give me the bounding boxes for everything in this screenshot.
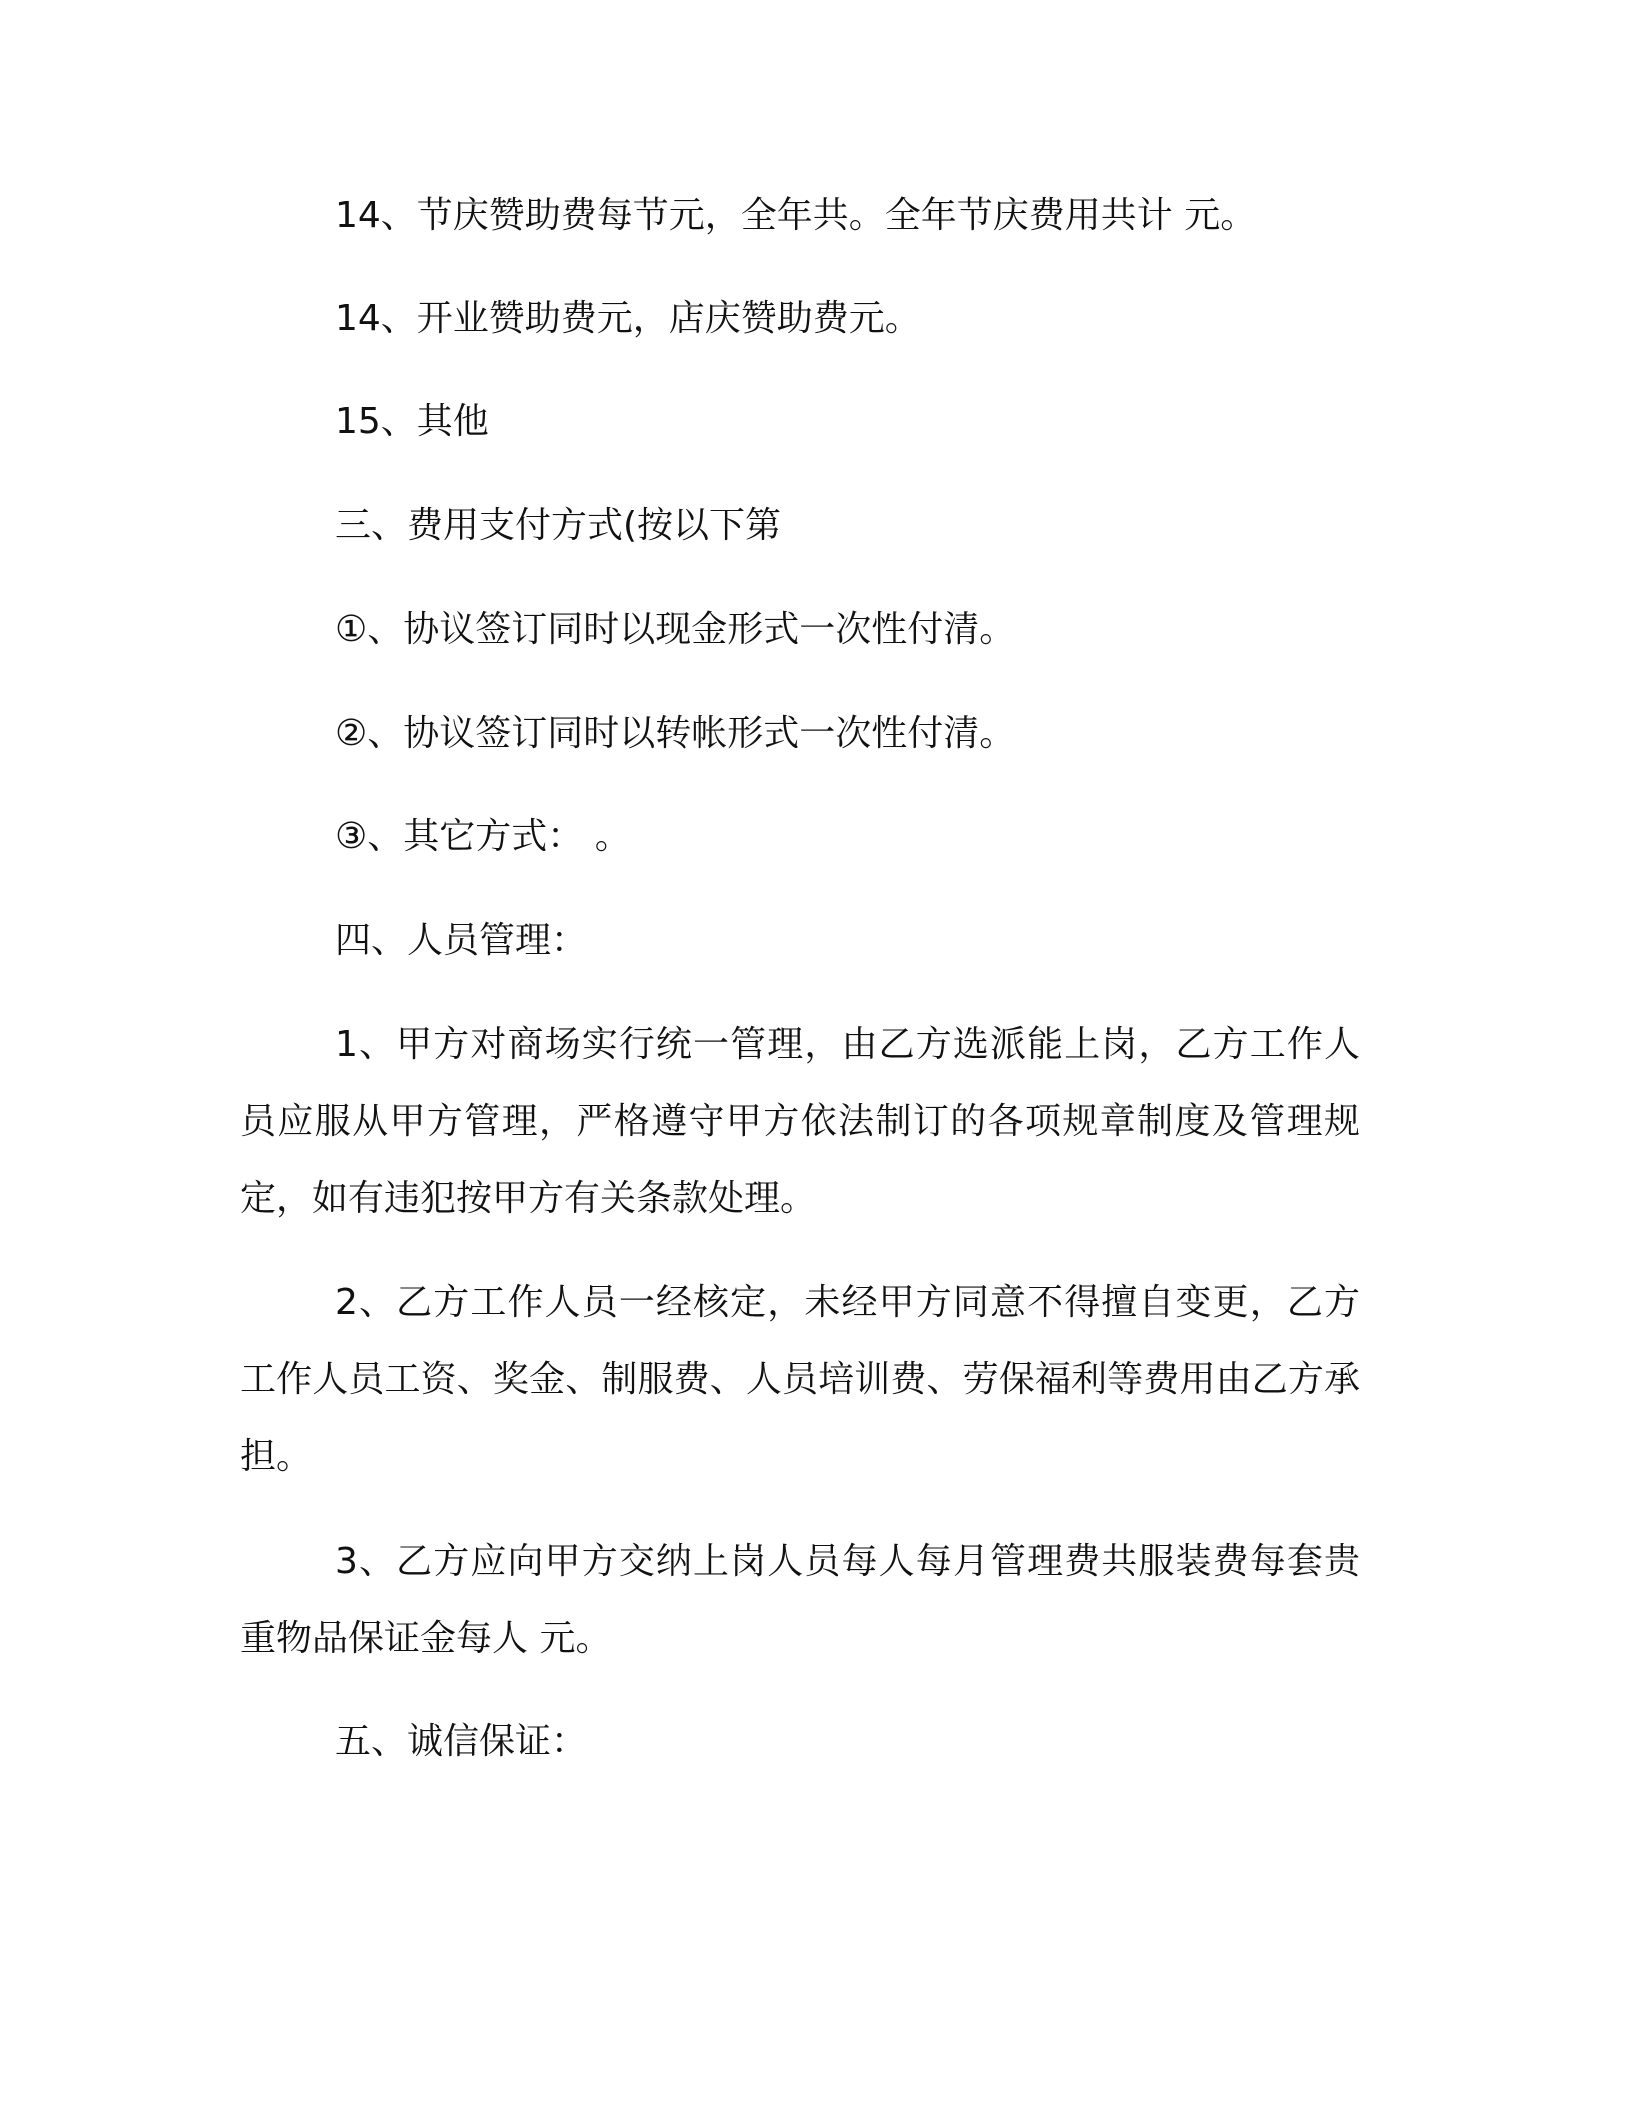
payment-option-3: ③、其它方式： 。 [335,816,631,857]
personnel-clause-3: 3、乙方应向甲方交纳上岗人员每人每月管理费共服装费每套贵重物品保证金每人 元。 [240,1541,1360,1659]
section-three-heading: 三、费用支付方式(按以下第 [335,505,782,546]
payment-option-1: ①、协议签订同时以现金形式一次性付清。 [335,609,1016,650]
section-four-heading: 四、人员管理： [335,920,588,961]
item-15-other: 15、其他 [335,401,489,442]
item-14-opening-sponsorship: 14、开业赞助费元，店庆赞助费元。 [335,298,921,339]
personnel-clause-2: 2、乙方工作人员一经核定，未经甲方同意不得擅自变更，乙方工作人员工资、奖金、制服费、人员培训费、劳保福利等费用由乙方承担。 [240,1282,1360,1477]
payment-option-2: ②、协议签订同时以转帐形式一次性付清。 [335,713,1016,754]
item-14-festival-sponsorship: 14、节庆赞助费每节元，全年共。全年节庆费用共计 元。 [335,195,1257,236]
personnel-clause-1: 1、甲方对商场实行统一管理，由乙方选派能上岗，乙方工作人员应服从甲方管理，严格遵守甲方依法制订的各项规章制度及管理规定，如有违犯按甲方有关条款处理。 [240,1024,1360,1219]
section-five-heading: 五、诚信保证： [335,1721,588,1762]
